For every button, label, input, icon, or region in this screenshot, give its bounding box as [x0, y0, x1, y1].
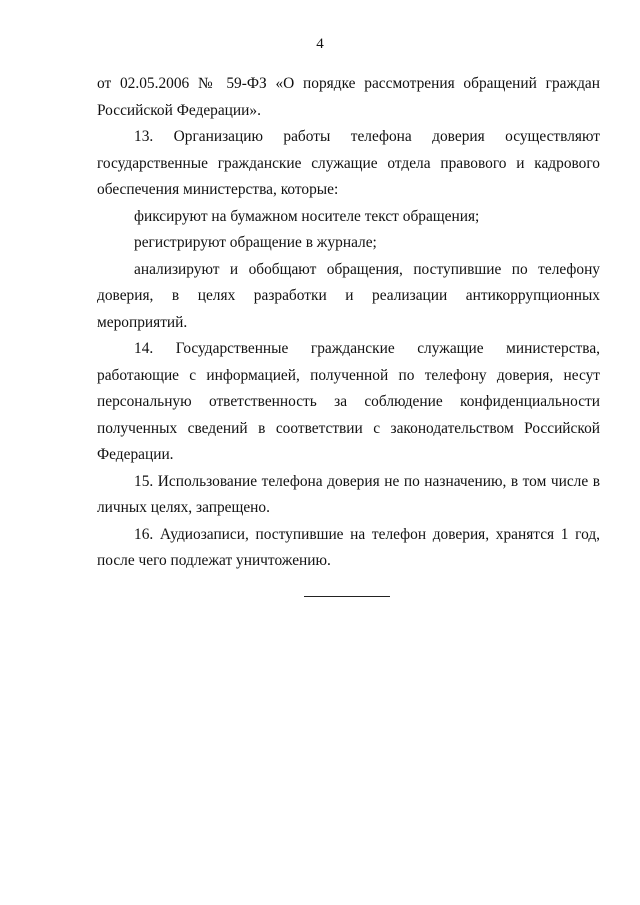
paragraph-item-15: 15. Использование телефона доверия не по назначению, в том числе в личных целях, запрещено.	[97, 472, 600, 516]
document-body	[97, 71, 600, 575]
paragraph-item-16: 16. Аудиозаписи, поступившие на телефон доверия, хранятся 1 год, после чего подлежат уничтожению.	[97, 525, 600, 569]
paragraph-item-13-analyze: анализируют и обобщают обращения, поступившие по телефону доверия, в целях разработки и реализации антикоррупционных мероприятий.	[97, 260, 600, 331]
paragraph-item-13-fix-text: фиксируют на бумажном носителе текст обращения;	[134, 207, 480, 225]
closing-separator-line	[304, 596, 390, 597]
paragraph-law-reference-continuation: от 02.05.2006 № 59-ФЗ «О порядке рассмотрения обращений граждан Российской Федерации».	[97, 75, 600, 119]
paragraph-item-13-register: регистрируют обращение в журнале;	[134, 234, 377, 251]
paragraph-item-13: 13. Организацию работы телефона доверия осуществляют государственные гражданские служащие отдела правового и кадрового обеспечения министерства, которые:	[97, 128, 600, 198]
paragraph-item-14: 14. Государственные гражданские служащие министерства, работающие с информацией, полученной по телефону доверия, несут персональную ответственность за соблюдение конфиденциальности полученных сведений в соответствии с законодательством Российской Федерации.	[97, 340, 600, 463]
page-number: 4	[316, 36, 324, 52]
